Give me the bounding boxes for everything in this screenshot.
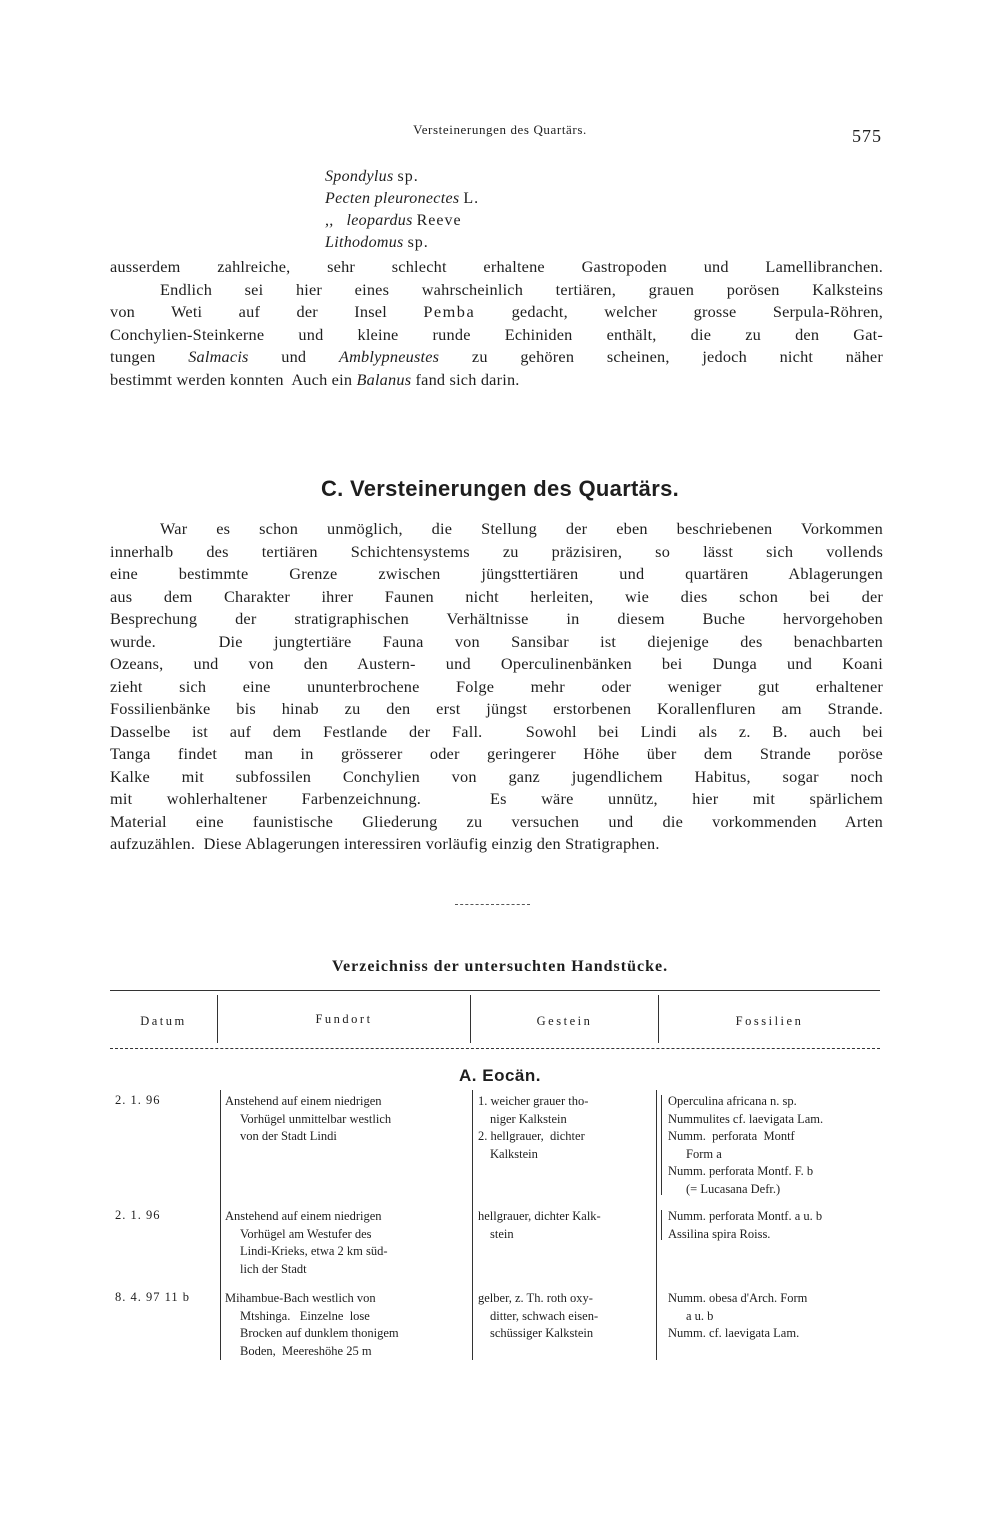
- species-author: L.: [463, 190, 480, 207]
- text-line: [110, 346, 883, 369]
- cell-line: niger Kalkstein: [490, 1111, 567, 1126]
- genus-name: Balanus: [356, 369, 412, 389]
- cell-line: Mtshinga. Einzelne lose: [240, 1308, 370, 1323]
- section-heading: C. Versteinerungen des Quartärs.: [320, 476, 680, 501]
- column-header-gestein: Gestein: [536, 1014, 593, 1028]
- column-header-fundort: Fundort: [315, 1012, 373, 1026]
- species-name: ,, leopardus: [325, 212, 413, 229]
- table-cell-fundort: [225, 1093, 391, 1146]
- table-cell-gestein: [478, 1208, 601, 1243]
- cell-line: Assilina spira Roiss.: [668, 1226, 771, 1241]
- species-entry: [325, 210, 479, 232]
- text-span: fand sich darin.: [415, 369, 520, 389]
- cell-line: Numm. obesa d'Arch. Form: [668, 1291, 808, 1305]
- cell-line: Operculina africana n. sp.: [668, 1094, 797, 1108]
- species-name: Lithodomus: [325, 234, 404, 251]
- cell-line: gelber, z. Th. roth oxy-: [478, 1291, 593, 1305]
- cell-line: Numm. cf. laevigata Lam.: [668, 1326, 800, 1340]
- table-header-rule: [110, 1048, 880, 1049]
- text-span: bestimmt werden konnten Auch ein: [110, 369, 353, 389]
- paragraph-tertiary-limestone: [110, 256, 883, 391]
- column-separator: [656, 1090, 657, 1360]
- cell-line: (= Lucasana Defr.): [686, 1181, 781, 1196]
- text-line: Endlich sei hier eines wahrscheinlich tertiären, grauen porösen Kalksteins: [160, 279, 883, 299]
- text-line: War es schon unmöglich, die Stellung der eben beschriebenen Vorkommen: [160, 519, 883, 538]
- cell-line: Numm. perforata Montf. F. b: [668, 1164, 814, 1178]
- table-cell-fossilien: [668, 1290, 807, 1343]
- text-line: innerhalb des tertiären Schichtensystems zu präzisiren, so lässt sich vollends: [110, 541, 883, 561]
- text-line: eine bestimmte Grenze zwischen jüngsttertiären und quartären Ablagerungen: [110, 564, 883, 583]
- species-author: Reeve: [416, 212, 462, 229]
- table-cell-gestein: [478, 1093, 588, 1163]
- text-line: Fossilienbänke bis hinab zu den erst jüngst erstorbenen Korallenfluren am Strande.: [110, 699, 883, 718]
- paragraph-quaternary: [110, 518, 883, 856]
- text-line: Kalke mit subfossilen Conchylien von ganz jugendlichem Habitus, sogar noch: [110, 766, 883, 786]
- text-line: [110, 301, 883, 324]
- species-name: Spondylus: [325, 168, 394, 185]
- table-title: Verzeichniss der untersuchten Handstücke.: [331, 958, 669, 975]
- running-header-title: Versteinerungen des Quartärs.: [413, 122, 587, 137]
- cell-line: Boden, Meereshöhe 25 m: [240, 1343, 372, 1358]
- cell-line: Mihambue-Bach westlich von: [225, 1291, 376, 1305]
- species-entry: [325, 232, 479, 254]
- text-line: Conchylien-Steinkerne und kleine runde Echiniden enthält, die zu den Gat-: [110, 324, 883, 344]
- cell-line: von der Stadt Lindi: [240, 1129, 337, 1143]
- text-line: Besprechung der stratigraphischen Verhältnisse in diesem Buche hervorgehoben: [110, 609, 883, 628]
- text-span: gedacht, welcher grosse Serpula-Röhren,: [511, 302, 883, 321]
- table-cell-date: 2. 1. 96: [115, 1093, 161, 1107]
- text-line: Tanga findet man in grösserer oder geringerer Höhe über dem Strande poröse: [110, 744, 883, 763]
- column-separator: [220, 1090, 221, 1360]
- cell-line: Lindi-Krieks, etwa 2 km süd-: [240, 1244, 388, 1258]
- cell-line: Nummulites cf. laevigata Lam.: [668, 1111, 824, 1126]
- cell-line: schüssiger Kalkstein: [490, 1326, 594, 1340]
- section-divider: [455, 904, 530, 906]
- place-name: Pemba: [423, 302, 476, 321]
- cell-line: ditter, schwach eisen-: [490, 1308, 599, 1323]
- species-entry: [325, 166, 479, 188]
- species-entry: [325, 188, 479, 210]
- cell-line: lich der Stadt: [240, 1261, 307, 1276]
- cell-line: Brocken auf dunklem thonigem: [240, 1326, 399, 1340]
- table-cell-gestein: [478, 1290, 598, 1343]
- species-author: sp.: [407, 234, 429, 251]
- table-top-rule: [110, 990, 880, 991]
- column-separator: [472, 1090, 473, 1360]
- text-span: tungen: [110, 347, 156, 366]
- table-cell-fundort: [225, 1290, 399, 1360]
- text-line: [110, 369, 883, 392]
- table-cell-date: 2. 1. 96: [115, 1208, 161, 1222]
- cell-line: stein: [490, 1226, 514, 1241]
- text-span: zu gehören scheinen, jedoch nicht näher: [471, 347, 883, 366]
- table-cell-date: 8. 4. 97 11 b: [115, 1290, 191, 1304]
- species-author: sp.: [397, 168, 419, 185]
- table-cell-fundort: [225, 1208, 388, 1278]
- page-number: 575: [852, 126, 882, 146]
- era-heading: A. Eocän.: [459, 1066, 541, 1085]
- text-line: zieht sich eine ununterbrochene Folge mehr oder weniger gut erhaltener: [110, 676, 883, 696]
- cell-line: Anstehend auf einem niedrigen: [225, 1094, 382, 1108]
- cell-line: hellgrauer, dichter Kalk-: [478, 1209, 601, 1223]
- column-header-fossilien: Fossilien: [735, 1014, 804, 1028]
- text-line: aufzuzählen. Diese Ablagerungen interessiren vorläufig einzig den Stratigraphen.: [110, 834, 660, 853]
- bracket-mark: [661, 1210, 666, 1240]
- text-line: Dasselbe ist auf dem Festlande der Fall. Sowohl bei Lindi als z. B. auch bei: [110, 721, 883, 741]
- species-name: Pecten pleuronectes: [325, 190, 460, 207]
- table-cell-fossilien: [668, 1208, 822, 1243]
- cell-line: 1. weicher grauer tho-: [478, 1094, 589, 1108]
- bracket-mark: [661, 1095, 666, 1195]
- cell-line: 2. hellgrauer, dichter: [478, 1129, 585, 1143]
- text-line: mit wohlerhaltener Farbenzeichnung. Es wäre unnütz, hier mit spärlichem: [110, 789, 883, 808]
- cell-line: Kalkstein: [490, 1146, 538, 1161]
- text-span: und: [281, 347, 307, 366]
- table-cell-fossilien: [668, 1093, 823, 1198]
- text-line: aus dem Charakter ihrer Faunen nicht herleiten, wie dies schon bei der: [110, 586, 883, 606]
- cell-line: Vorhügel am Westufer des: [240, 1226, 372, 1241]
- species-list: [325, 166, 479, 254]
- column-header-datum: Datum: [140, 1014, 187, 1028]
- text-line: Material eine faunistische Gliederung zu versuchen und die vorkommenden Arten: [110, 811, 883, 831]
- cell-line: Form a: [686, 1146, 722, 1161]
- cell-line: Numm. perforata Montf. a u. b: [668, 1209, 823, 1223]
- genus-name: Salmacis: [188, 347, 249, 366]
- text-line: ausserdem zahlreiche, sehr schlecht erhaltene Gastropoden und Lamellibranchen.: [110, 257, 883, 276]
- cell-line: Vorhügel unmittelbar westlich: [240, 1111, 392, 1126]
- cell-line: Anstehend auf einem niedrigen: [225, 1209, 382, 1223]
- genus-name: Amblypneustes: [338, 347, 440, 366]
- cell-line: Numm. perforata Montf: [668, 1129, 795, 1143]
- text-span: von Weti auf der Insel: [110, 302, 387, 321]
- text-line: Ozeans, und von den Austern- und Operculinenbänken bei Dunga und Koani: [110, 654, 883, 673]
- text-line: wurde. Die jungtertiäre Fauna von Sansibar ist diejenige des benachbarten: [110, 631, 883, 651]
- cell-line: a u. b: [686, 1308, 714, 1323]
